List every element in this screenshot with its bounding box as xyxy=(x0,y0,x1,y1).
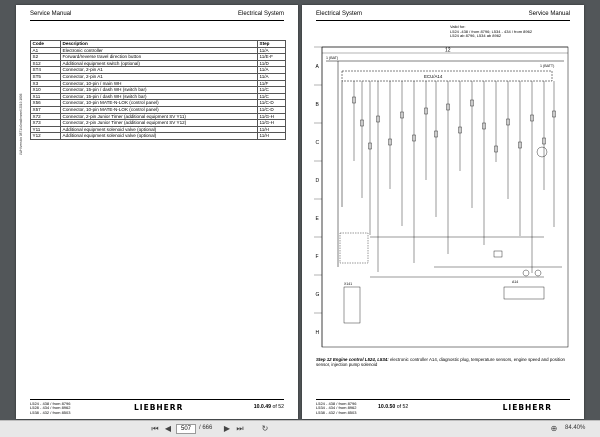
cell-description: Connector, 15-pin / dash WH (switch bar) xyxy=(61,93,258,100)
cell-code: S2 xyxy=(31,54,61,61)
cell-step: 11/F xyxy=(258,80,286,87)
left-page xyxy=(16,5,298,419)
table-row xyxy=(31,120,286,127)
first-page-icon[interactable]: ⏮ xyxy=(151,424,159,433)
right-page xyxy=(302,5,584,419)
table-row xyxy=(31,47,286,54)
table-header-row xyxy=(31,41,286,48)
rotate-icon[interactable]: ↻ xyxy=(261,424,269,433)
cell-step: 11/H xyxy=(258,126,286,133)
page-header xyxy=(30,11,284,21)
table-row xyxy=(31,113,286,120)
figure-caption xyxy=(316,357,570,367)
cell-code: X3 xyxy=(31,80,61,87)
sensor-box xyxy=(504,287,544,299)
x141-label: X141 xyxy=(344,282,353,286)
a14-label: A14 xyxy=(512,280,519,284)
cell-description: Connector, 10-pin MATE-N-LOK (control panel) xyxy=(61,100,258,107)
cell-description: Connector, 10-pin MATE-N-LOK (control panel) xyxy=(61,106,258,113)
cell-description: Additional equipment switch (optional) xyxy=(61,60,258,67)
page-number xyxy=(378,404,408,410)
components xyxy=(353,97,556,152)
cell-description: Connector, 2-pin Junior Timer (additional equipment SV Y11) xyxy=(61,113,258,120)
cell-step: 11/C xyxy=(258,87,286,94)
header-right: Electrical System xyxy=(237,11,284,17)
cell-code: X10 xyxy=(31,87,61,94)
header-left: Service Manual xyxy=(30,11,72,17)
wiring-diagram xyxy=(314,37,572,353)
header-left: Electrical System xyxy=(316,11,363,17)
footer-model-line: L524 - 438 / from 8796 xyxy=(316,401,357,406)
cell-step: 11/C xyxy=(258,93,286,100)
sensor-symbol xyxy=(523,270,529,276)
row-letter: B xyxy=(315,102,319,108)
cell-step: 11/A xyxy=(258,67,286,74)
cell-code: Y12 xyxy=(31,133,61,140)
row-letter: A xyxy=(315,64,319,70)
table-row xyxy=(31,73,286,80)
liebherr-logo: LIEBHERR xyxy=(134,403,184,412)
col-header-step: Step xyxy=(258,41,286,48)
sensor-symbol xyxy=(535,270,541,276)
page-of: of 52 xyxy=(396,404,409,410)
last-page-icon[interactable]: ⏭ xyxy=(236,424,244,433)
cell-description: Connector, 10-pin / main WH xyxy=(61,80,258,87)
row-letter: C xyxy=(315,140,320,146)
component-table xyxy=(30,40,286,140)
row-letter: G xyxy=(315,292,320,298)
cell-code: X56 xyxy=(31,100,61,107)
cell-code: ST5 xyxy=(31,73,61,80)
ecu-box xyxy=(342,71,552,81)
ecu-label: ECU/A14 xyxy=(424,74,443,79)
cell-description: Additional equipment solenoid valve (optional) xyxy=(61,133,258,140)
page-footer xyxy=(316,399,570,415)
cell-description: Connector, 2-pin A1 xyxy=(61,67,258,74)
cell-code: X72 xyxy=(31,113,61,120)
connector-box xyxy=(340,233,368,263)
cell-code: Y11 xyxy=(31,126,61,133)
cell-code: X73 xyxy=(31,120,61,127)
cell-step: 11/C-D xyxy=(258,106,286,113)
diagram-frame xyxy=(322,47,568,347)
prev-page-icon[interactable]: ◀ xyxy=(164,424,172,433)
cell-step: 11/G-H xyxy=(258,120,286,127)
table-row xyxy=(31,93,286,100)
next-page-icon[interactable]: ▶ xyxy=(223,424,231,433)
footer-model-line: L534 - 434 / from 8962 xyxy=(316,405,357,411)
table-row xyxy=(31,133,286,140)
cell-step: 11/G-H xyxy=(258,113,286,120)
row-letters xyxy=(316,64,320,336)
header-right: Service Manual xyxy=(528,11,570,17)
sensor-symbol xyxy=(537,147,547,157)
page-number-input[interactable]: 507 xyxy=(176,424,196,434)
bat-label-right: 1 (BATT) xyxy=(540,64,555,68)
cell-code: A1 xyxy=(31,47,61,54)
table-row xyxy=(31,67,286,74)
cell-code: S12 xyxy=(31,60,61,67)
cell-description: Connector, 2-pin A1 xyxy=(61,73,258,80)
cell-step: 11/H xyxy=(258,133,286,140)
page-number-value: 10.0.50 xyxy=(378,404,396,410)
table-row xyxy=(31,126,286,133)
zoom-level[interactable]: 84.40% xyxy=(565,425,586,431)
page-number xyxy=(254,404,284,410)
cell-step: 11/A xyxy=(258,47,286,54)
valid-for-line: L524 ab 8796, L534 ab 8962 xyxy=(450,33,502,38)
footer-models xyxy=(30,402,70,415)
viewer-toolbar xyxy=(0,420,600,437)
footer-model-line: L538 - 432 / from 8503 xyxy=(30,409,71,415)
col-number: 12 xyxy=(445,47,451,54)
table-row xyxy=(31,100,286,107)
cell-code: X57 xyxy=(31,106,61,113)
row-letter: D xyxy=(315,178,320,184)
module-symbol xyxy=(494,251,502,257)
table-body xyxy=(31,47,286,139)
cell-code: ST4 xyxy=(31,67,61,74)
side-note: LWH/version 0871/c0mallenmell 2019.1806 xyxy=(19,93,23,155)
x141-box xyxy=(344,287,360,323)
valid-for-label: Valid for: xyxy=(450,24,466,29)
cell-description: Additional equipment solenoid valve (optional) xyxy=(61,126,258,133)
cell-step: 11/C-D xyxy=(258,100,286,107)
footer-model-line: L528 - 434 / from 8962 xyxy=(30,405,71,411)
page-total: / 666 xyxy=(199,425,213,431)
table-row xyxy=(31,80,286,87)
col-header-description: Description xyxy=(61,41,258,48)
row-letter: F xyxy=(315,254,319,260)
row-letter: E xyxy=(315,216,319,222)
page-number-value: 10.0.49 xyxy=(253,404,271,410)
row-letter: H xyxy=(315,330,320,336)
cell-description: Connector, 15-pin / dash WH (switch bar) xyxy=(61,87,258,94)
zoom-icon[interactable]: ⊕ xyxy=(550,424,558,433)
cell-step: 11/E-F xyxy=(258,54,286,61)
table-row xyxy=(31,60,286,67)
liebherr-logo: LIEBHERR xyxy=(502,403,552,412)
valid-for-line: L524 -438 / from 8796; L534 - 434 / from 8962 xyxy=(450,28,533,34)
cell-step: 11/A xyxy=(258,73,286,80)
cell-description: Forward/reverse travel direction button xyxy=(61,54,258,61)
wires xyxy=(354,81,554,273)
cell-description: Connector, 2-pin Junior Timer (additional equipment SV Y12) xyxy=(61,120,258,127)
footer-models xyxy=(316,402,356,415)
footer-model-line: L538 - 432 / from 8503 xyxy=(316,409,357,415)
cell-code: X11 xyxy=(31,93,61,100)
table-row xyxy=(31,87,286,94)
table-row xyxy=(31,54,286,61)
cell-step: 11/D xyxy=(258,60,286,67)
col-header-code: Code xyxy=(31,41,61,48)
caption-text: electronic controller A14, diagnostic plug, temperature sensors, engine speed and position sensor, injection pump solenoid xyxy=(316,357,565,367)
page-header xyxy=(316,11,570,21)
page-of: of 52 xyxy=(272,404,284,410)
page-footer xyxy=(30,399,284,415)
footer-model-line: L524 - 438 / from 8796 xyxy=(30,401,71,406)
bat-label-left: 1 (BAT) xyxy=(326,56,339,60)
caption-title: Step 12 Engine control L524, L534: xyxy=(316,357,389,362)
table-row xyxy=(31,106,286,113)
cell-description: Electronic controller xyxy=(61,47,258,54)
